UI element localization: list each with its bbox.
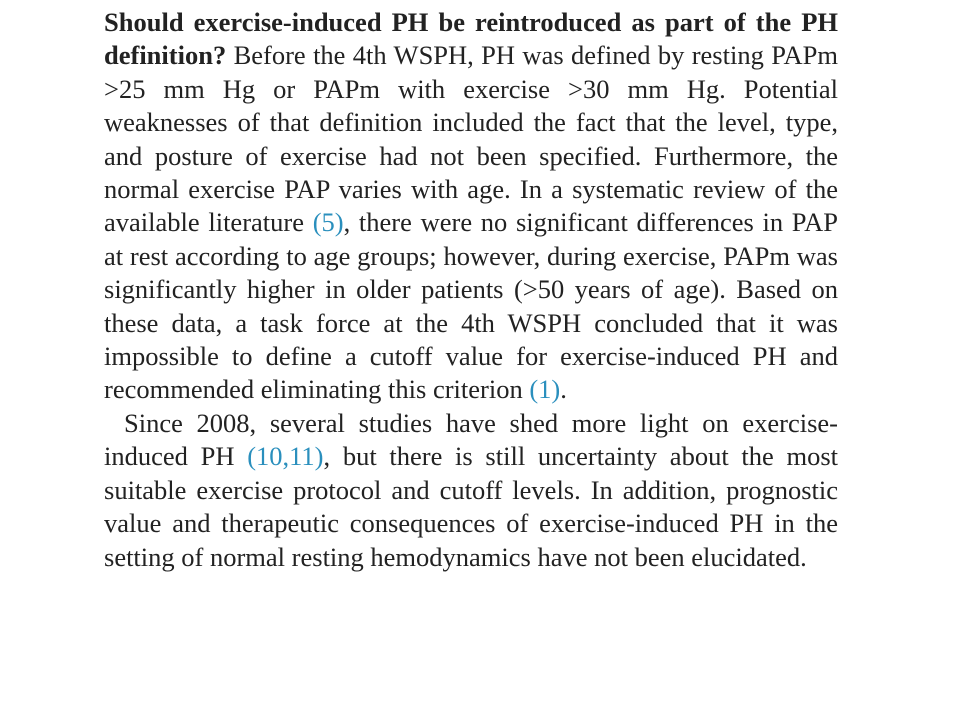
paragraph-text: , but there is still uncertainty about the most suitable exercise protocol and cutoff levels. In addition, prognostic value and therapeutic consequences of exercise-induced PH in the setting of normal resting hemodynamics have not been elucidated. xyxy=(104,441,839,572)
reference-link-1[interactable]: (1) xyxy=(529,374,561,405)
document-page xyxy=(104,6,838,574)
reference-link-5[interactable]: (5) xyxy=(312,207,344,238)
paragraph-text: Before the 4th WSPH, PH was defined by resting PAPm >25 mm Hg or PAPm with exercise >30 mm Hg. Potential weaknesses of that definition included the fact that the level, type, and posture of exercise had not been specified. Furthermore, the normal exercise PAP varies with age. In a systematic review of the available literature xyxy=(104,40,839,238)
section-heading: Should exercise-induced PH be reintroduced as part of the PH definition? xyxy=(104,7,838,71)
paragraph-text: . xyxy=(560,374,567,405)
paragraph-exercise-definition xyxy=(104,6,838,407)
paragraph-text: Since 2008, several studies have shed more light on exercise-induced PH xyxy=(104,407,838,472)
paragraph-text: , there were no significant differences in PAP at rest according to age groups; however, during exercise, PAPm was significantly higher in older patients (>50 years of age). Based on these data, a task force at the 4th WSPH concluded that it was impossible to define a cutoff value for exercise-induced PH and recommended eliminating this criterion xyxy=(104,207,838,405)
reference-link-10-11[interactable]: (10,11) xyxy=(247,441,324,472)
paragraph-recent-studies xyxy=(104,407,838,574)
